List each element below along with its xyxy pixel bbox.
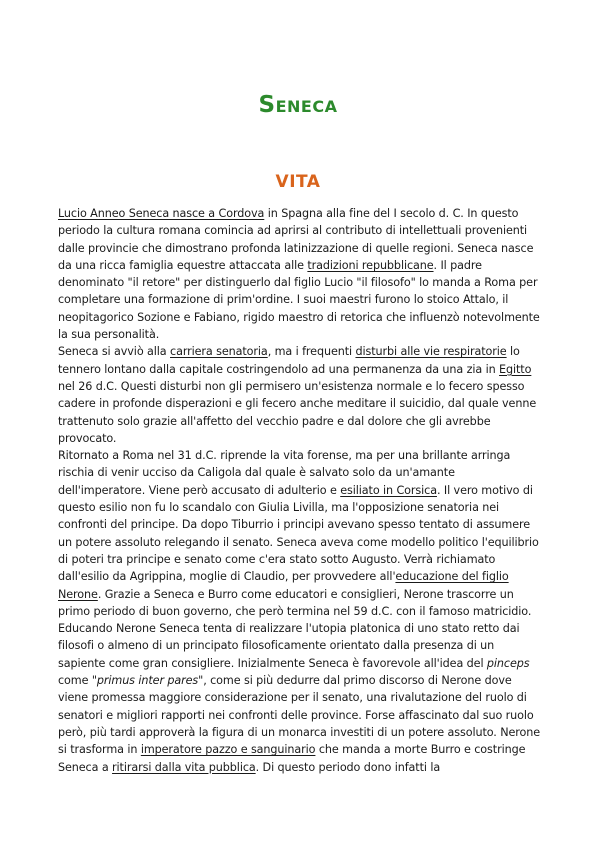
text-run: Seneca si avviò alla bbox=[58, 345, 171, 359]
underlined-phrase: educazione del figlio Nerone bbox=[58, 570, 509, 601]
text-run: . Grazie a Seneca e Burro come educatori e consiglieri, Nerone trascorre un primo periodo di buon governo, che però termina nel 59 d.C. con il famoso matricidio. Educando Nerone Seneca tenta di realizzare l'utopia platonica di uno stato retto dai filosofi o almeno di un principato filosoficamente orientato dalla presenza di un sapiente come gran consigliere. Inizialmente Seneca è favorevole all'idea del bbox=[58, 587, 532, 670]
underlined-phrase: Egitto bbox=[499, 362, 532, 376]
paragraph bbox=[58, 205, 544, 343]
text-run: nel 26 d.C. Questi disturbi non gli permisero un'esistenza normale e lo fecero spesso cadere in profonde disperazioni e gli fecero anche meditare il suicidio, dal quale venne trattenuto solo grazie all'affetto del vecchio padre e dal dolore che gli avrebbe provocato. bbox=[58, 379, 537, 445]
underlined-phrase: ritirarsi dalla vita pubblica bbox=[112, 760, 256, 774]
text-run: . Il padre denominato "il retore" per distinguerlo dal figlio Lucio "il filosofo" lo manda a Roma per completare una formazione di prim'ordine. I suoi maestri furono lo stoico Attalo, il neopitagorico Sozione e Fabiano, rigido maestro di retorica che influenzò notevolmente la sua personalità. bbox=[58, 258, 540, 342]
document-title: Seneca bbox=[258, 92, 338, 118]
underlined-phrase: disturbi alle vie respiratorie bbox=[355, 345, 507, 359]
text-run: , come si più dedurre dal primo discorso di Nerone dove viene promessa maggiore considerazione per il senato, una rivalutazione del ruolo di senatori e migliori rapporti nei confronti delle province. Forse affascinato dal suo ruolo però, più tardi approverà la figura di un monarca investiti di un potere assoluto. Nerone si trasforma in bbox=[58, 674, 541, 757]
text-run: in Spagna alla fine del I secolo d. C. In questo periodo la cultura romana comincia ad aprirsi al contributo di intellettuali provenienti dalle provincie che dimostrano profonda latinizzazione di quelle regioni. Seneca nasce da una ricca famiglia equestre attaccata alle bbox=[58, 207, 534, 272]
underlined-phrase: tradizioni repubblicane bbox=[307, 258, 434, 272]
text-run: . Di questo periodo dono infatti la bbox=[255, 760, 441, 774]
text-run: come bbox=[58, 674, 92, 688]
text-run: . Il vero motivo di questo esilio non fu lo scandalo con Giulia Livilla, ma l'opposizione senatoria nei confronti del principe. Da dopo Tiburrio i principi avevano spesso tentato di assumere un potere assoluto relegando il senato. Seneca aveva come modello politico l'equilibrio di poteri tra principe e senato come c'era stato sotto Augusto. Verrà richiamato dall'esilio da Agrippina, moglie di Claudio, per provvedere all' bbox=[58, 483, 539, 584]
body-text bbox=[58, 205, 544, 776]
text-run: lo tennero lontano dalla capitale costringendolo ad una permanenza da una zia in bbox=[58, 345, 520, 376]
section-heading: VITA bbox=[275, 172, 321, 192]
paragraph bbox=[58, 447, 544, 776]
italic-phrase: pinceps bbox=[486, 656, 530, 670]
underlined-phrase: imperatore pazzo e sanguinario bbox=[140, 743, 316, 757]
text-run: che manda a morte Burro e costringe Seneca a bbox=[58, 743, 526, 774]
underlined-phrase: Lucio Anneo Seneca nasce a Cordova bbox=[58, 207, 265, 220]
underlined-phrase: esiliato in Corsica bbox=[340, 483, 437, 497]
italic-phrase: "primus inter pares" bbox=[91, 674, 204, 688]
underlined-phrase: carriera senatoria bbox=[170, 345, 268, 359]
paragraph bbox=[58, 343, 544, 447]
text-run: Ritornato a Roma nel 31 d.C. riprende la vita forense, ma per una brillante arringa rischia di venir ucciso da Caligola dal quale è salvato solo da un'amante dell'imperatore. Viene però accusato di adulterio e bbox=[58, 449, 511, 497]
text-run: , ma i frequenti bbox=[267, 345, 356, 359]
